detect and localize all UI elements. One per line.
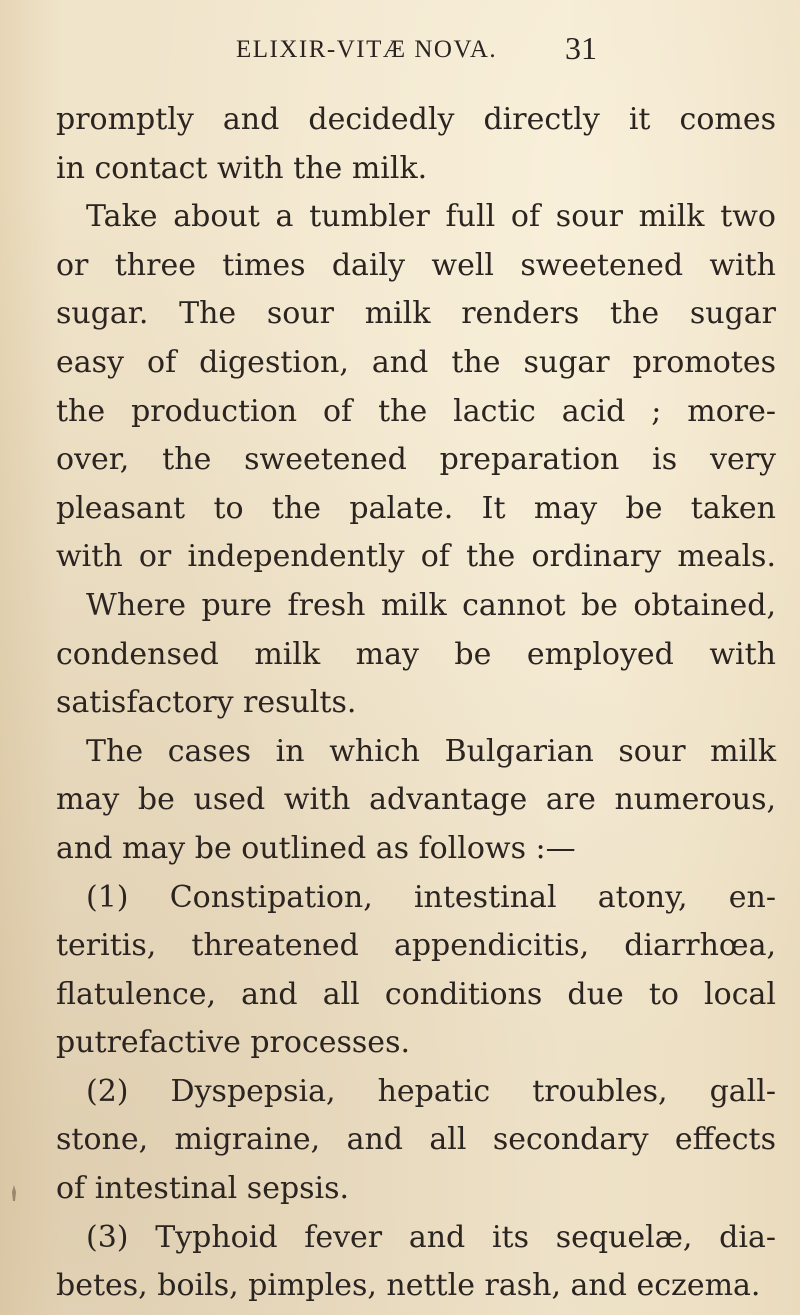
text-line: sugar. The sour milk renders the sugar bbox=[56, 296, 776, 332]
text-line: flatulence, and all conditions due to local bbox=[56, 976, 776, 1012]
text-line: promptly and decidedly directly it comes bbox=[56, 102, 776, 137]
text-line: may be used with advantage are numerous, bbox=[56, 782, 776, 818]
text-line: the production of the lactic acid ; more- bbox=[56, 393, 776, 429]
text-line: easy of digestion, and the sugar promotes bbox=[56, 344, 776, 380]
text-line: condensed milk may be employed with bbox=[56, 636, 776, 672]
text-line: with or independently of the ordinary meals. bbox=[56, 539, 776, 575]
text-line: stone, migraine, and all secondary effects bbox=[56, 1122, 776, 1158]
text-line: satisfactory results. bbox=[56, 685, 357, 721]
text-line: pleasant to the palate. It may be taken bbox=[56, 490, 776, 526]
list-item-2-start: (2) Dyspepsia, hepatic troubles, gall- bbox=[86, 1073, 776, 1109]
paragraph-start-line: Where pure fresh milk cannot be obtained, bbox=[86, 587, 776, 623]
text-line: or three times daily well sweetened with bbox=[56, 247, 776, 283]
running-title: ELIXIR-VITÆ NOVA. bbox=[236, 36, 498, 63]
text-line: in contact with the milk. bbox=[56, 150, 428, 186]
margin-speck-icon bbox=[10, 1183, 18, 1203]
page-header bbox=[0, 30, 800, 80]
paragraph-start-line: The cases in which Bulgarian sour milk bbox=[86, 733, 776, 769]
body-text bbox=[56, 96, 776, 1311]
list-item-1-start: (1) Constipation, intestinal atony, en- bbox=[86, 879, 776, 915]
page-number: 31 bbox=[565, 30, 597, 66]
text-line: putrefactive processes. bbox=[56, 1025, 410, 1061]
text-line: and may be outlined as follows :— bbox=[56, 830, 576, 866]
text-line: of intestinal sepsis. bbox=[56, 1171, 350, 1207]
paragraph-start-line: Take about a tumbler full of sour milk two bbox=[86, 199, 776, 235]
text-line: over, the sweetened preparation is very bbox=[56, 442, 776, 478]
text-line: teritis, threatened appendicitis, diarrhœa, bbox=[56, 928, 776, 964]
list-item-3-start: (3) Typhoid fever and its sequelæ, dia- bbox=[86, 1219, 776, 1255]
text-line: betes, boils, pimples, nettle rash, and eczema. bbox=[56, 1268, 761, 1304]
